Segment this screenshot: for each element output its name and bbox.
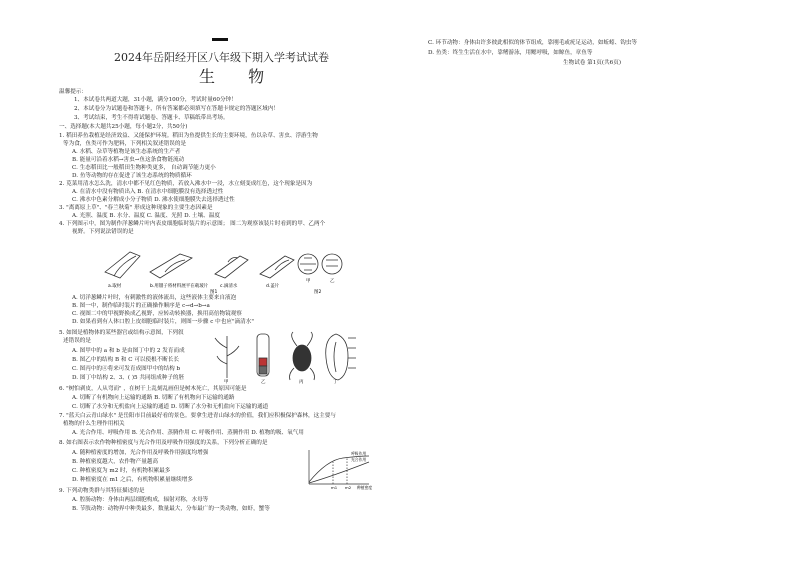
fig1-label: b.用镊子将材料展平在载玻片: [150, 284, 209, 289]
question-line: D. 种植密度在 m1 之后，有机物积累量继续增多: [72, 477, 193, 483]
figure-plant-organs: [212, 328, 362, 384]
notice-item: 1、本试卷共两道大题，31小题，满分100分，考试时量60分钟！: [74, 97, 237, 103]
subject-title: 生 物: [199, 67, 279, 86]
fig5-label: 乙: [261, 380, 266, 384]
question-line: C. 图丙中的④将来可发育成图甲中的结构 b: [72, 366, 181, 372]
question-line: B. 图一中，制作临时装片的正确操作顺序是 c→d→b→a: [72, 303, 210, 309]
question-line: 9. 下列动物类群与其特征描述的是: [59, 488, 145, 494]
section-heading: 一、选择题(本大题共25小题，每小题2分，共50分): [59, 124, 188, 130]
top-marker: [212, 38, 228, 41]
question-line: A. 光合作用、呼吸作用 B. 光合作用、蒸腾作用 C. 呼吸作用、蒸腾作用 D. 植物的吸、氧气用: [72, 430, 304, 436]
question-line: A. 水稻、杂草等植物是该生态系统的生产者: [72, 149, 181, 155]
notice-item: 2、本试卷分为试题卷和答题卡，所有答案都必须填写在答题卡规定的答题区域内！: [74, 106, 279, 112]
question-line: B. 种植密度越大，农作物产量越高: [72, 459, 158, 465]
question-line: 2. 苋菜用清水怎么洗，清水中都不见红色物质，若放入沸水中一浸，水立刻变成红色，这个现象是因为: [59, 181, 313, 187]
fig5-label: 丙: [299, 380, 304, 384]
chart-label: 种植密度: [357, 485, 373, 490]
question-line: 植物的什么生理作用相关: [63, 421, 125, 427]
question-line: B. 图乙中的结构 B 和 C 可以使根不断长长: [72, 357, 180, 363]
question-line: D. 如果看到有人体口腔上皮细胞临时装片，则图一步骤 c 中也应"滴清水": [72, 319, 254, 325]
question-line: 述错误的是: [63, 338, 91, 344]
fig5-label: 丁: [333, 380, 338, 384]
fig5-label: 甲: [224, 380, 229, 384]
notice-item: 3、考试结束，考生不得将试题卷、答题卡、草稿纸带出考场。: [74, 115, 229, 121]
fig1-label: 乙: [330, 279, 335, 284]
question-line: A. 随种植密度的增加，光合作用及呼吸作用强度均增强: [72, 450, 209, 456]
question-line: C. 切断了水分和无机盐向上运输的通道 D. 切断了水分和无机盐向下运输的通道: [72, 404, 269, 410]
chart-label: 光合作用: [351, 457, 367, 462]
fig1-label: d.盖片: [266, 284, 280, 289]
question-line: A. 光照、温度 B. 水分、温度 C. 温度、光照 D. 土壤、温度: [72, 213, 220, 219]
question-line: 7. "蓝天白云青山绿水" 是岳阳市目前最好看的景色。要拿生进青山绿水的价值，我们应积极保护森林，这主要与: [59, 413, 336, 419]
question-line: 3. "离离原上草"、"春兰秋菊" 形成这种现象的主要生态因素是: [59, 205, 213, 211]
question-line: C. 生态稻田比一般稻田生物种类更多， 自动调节能力更小: [72, 165, 216, 171]
notice-heading: 温馨提示：: [59, 89, 87, 95]
question-line: 6. "树怕剥皮，人从弯而" ，在树干上乱刻乱画但是树木死亡，其原因可能是: [59, 386, 247, 392]
figure-slide-preparation: [100, 242, 345, 294]
question-line: 5. 如图是植物体的某些器官或结构示意图，下列叙: [59, 330, 184, 336]
fig1-label: a.取材: [108, 284, 122, 289]
question-line: 8. 如右图表示农作物种植密度与光合作用及呼吸作用强度的关系，下列分析正确的是: [59, 440, 268, 446]
question-line: C. 沸水中色素分解成小分子物质 D. 沸水使细胞膜失去选择透过性: [72, 197, 235, 203]
question-line: A. 在清水中没有物质出入 B. 在清水中细胞膜没有选择透过性: [72, 189, 224, 195]
density-chart: [303, 448, 373, 490]
fig2-caption: 图2: [314, 290, 322, 294]
question-line: D. 鱼等动物的存在促进了该生态系统的物质循环: [72, 173, 192, 179]
chart-label: 呼吸作用: [351, 451, 367, 456]
question-line: C. 环节动物：身体由许多彼此相似的体节组成，靠刚毛或疣足运动，如蚯蚓、钩虫等: [428, 40, 638, 46]
page-footer: 生物试卷 第1页(共6页): [563, 60, 622, 66]
question-line: A. 图甲中的 a 和 b 是由图丁中的 2 发育而成: [72, 348, 185, 354]
question-line: D. 鱼类：终生生活在水中，靠鳍游泳，用鳃呼吸，如鲸鱼，章鱼等: [428, 50, 593, 56]
question-line: 视野。下列说法错误的是: [72, 229, 134, 235]
question-line: A. 切洋葱鳞片叶时，有刺激性的液体流出，这些液体主要来自液泡: [72, 295, 237, 301]
fig1-label: c.滴清水: [220, 284, 238, 289]
question-line: A. 切断了有机物向上运输的通路 B. 切断了有机物向下运输的通路: [72, 395, 235, 401]
question-line: C. 种植密度为 m2 时，有机物积累最多: [72, 468, 171, 474]
fig1-caption: 图1: [210, 290, 218, 294]
question-line: B. 节肢动物：动物界中种类最多，数量最大，分布最广的一类动物，如虾，蟹等: [72, 506, 270, 512]
exam-title: 2024年岳阳经开区八年级下期入学考试试卷: [114, 51, 329, 64]
chart-label: m2: [345, 485, 352, 490]
question-line: D. 图丁中结构 2、3、( )5 共同组成种子的胚: [72, 375, 185, 381]
fig1-label: 甲: [306, 279, 311, 284]
chart-label: m1: [331, 485, 338, 490]
question-line: C. 视图二中的甲视野换成乙视野，应转动转换器，换用高倍物镜观察: [72, 311, 242, 317]
question-line: 4. 下列图示中，图为制作洋葱鳞片叶内表皮细胞临时装片的示意图； 图二为观察该装片时看到的甲、乙两个: [59, 221, 326, 227]
question-line: 1. 稻田养鱼栽植是经济效益、又能保护环境。稻田为鱼提供生长的主要环境，鱼以杂草、害虫、浮游生物: [59, 133, 318, 139]
question-line: 等为食，鱼类可作为肥料，下列相关叙述错误的是: [63, 141, 187, 147]
question-line: A. 腔肠动物：身体由两层细胞构成，辐射对称，水母等: [72, 497, 209, 503]
question-line: B. 能量可沿着水稻→害虫→鱼这条食物链流动: [72, 157, 185, 163]
